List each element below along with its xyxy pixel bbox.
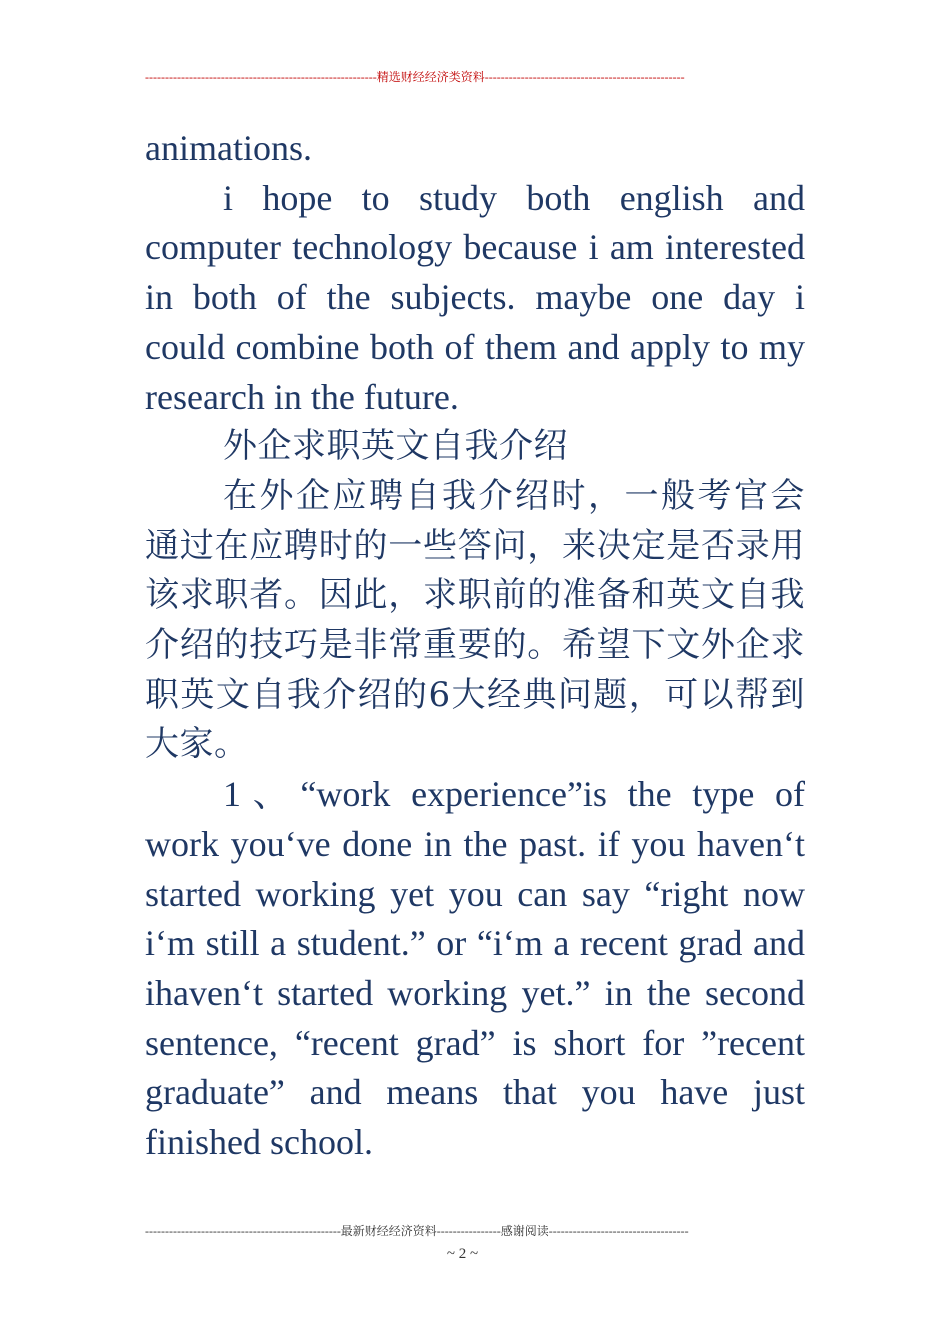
page-number: ~ 2 ~ <box>446 1246 479 1262</box>
paragraph-continuation: animations. <box>145 128 312 168</box>
page-footer: -------------------------------------------------最新财经经济资料----------------感谢阅读----------------------------------- <box>145 1224 689 1238</box>
paragraph-study-plan: i hope to study both english and computer technology because i am interested in both of the subjects. maybe one day i could combine both of them and apply to my research in the future. <box>145 177 805 417</box>
page-header: ----------------------------------------------------------精选财经经济类资料-------------------------------------------------- <box>145 70 685 84</box>
paragraph-intro-cn: 在外企应聘自我介绍时，一般考官会通过在应聘时的一些答问，来决定是否录用该求职者。因此，求职前的准备和英文自我介绍的技巧是非常重要的。希望下文外企求职英文自我介绍的6大经典问题，可以帮到大家。 <box>145 475 805 765</box>
document-body <box>145 124 805 1168</box>
paragraph-work-experience: 1、“work experience”is the type of work you‘ve done in the past. if you haven‘t started working yet you can say “right now i‘m still a student.” or “i‘m a recent grad and ihaven‘t started working yet.” in the second sentence, “recent grad” is short for ”recent graduate” and means that you have just finished school. <box>145 774 805 1163</box>
section-heading: 外企求职英文自我介绍 <box>223 426 568 467</box>
